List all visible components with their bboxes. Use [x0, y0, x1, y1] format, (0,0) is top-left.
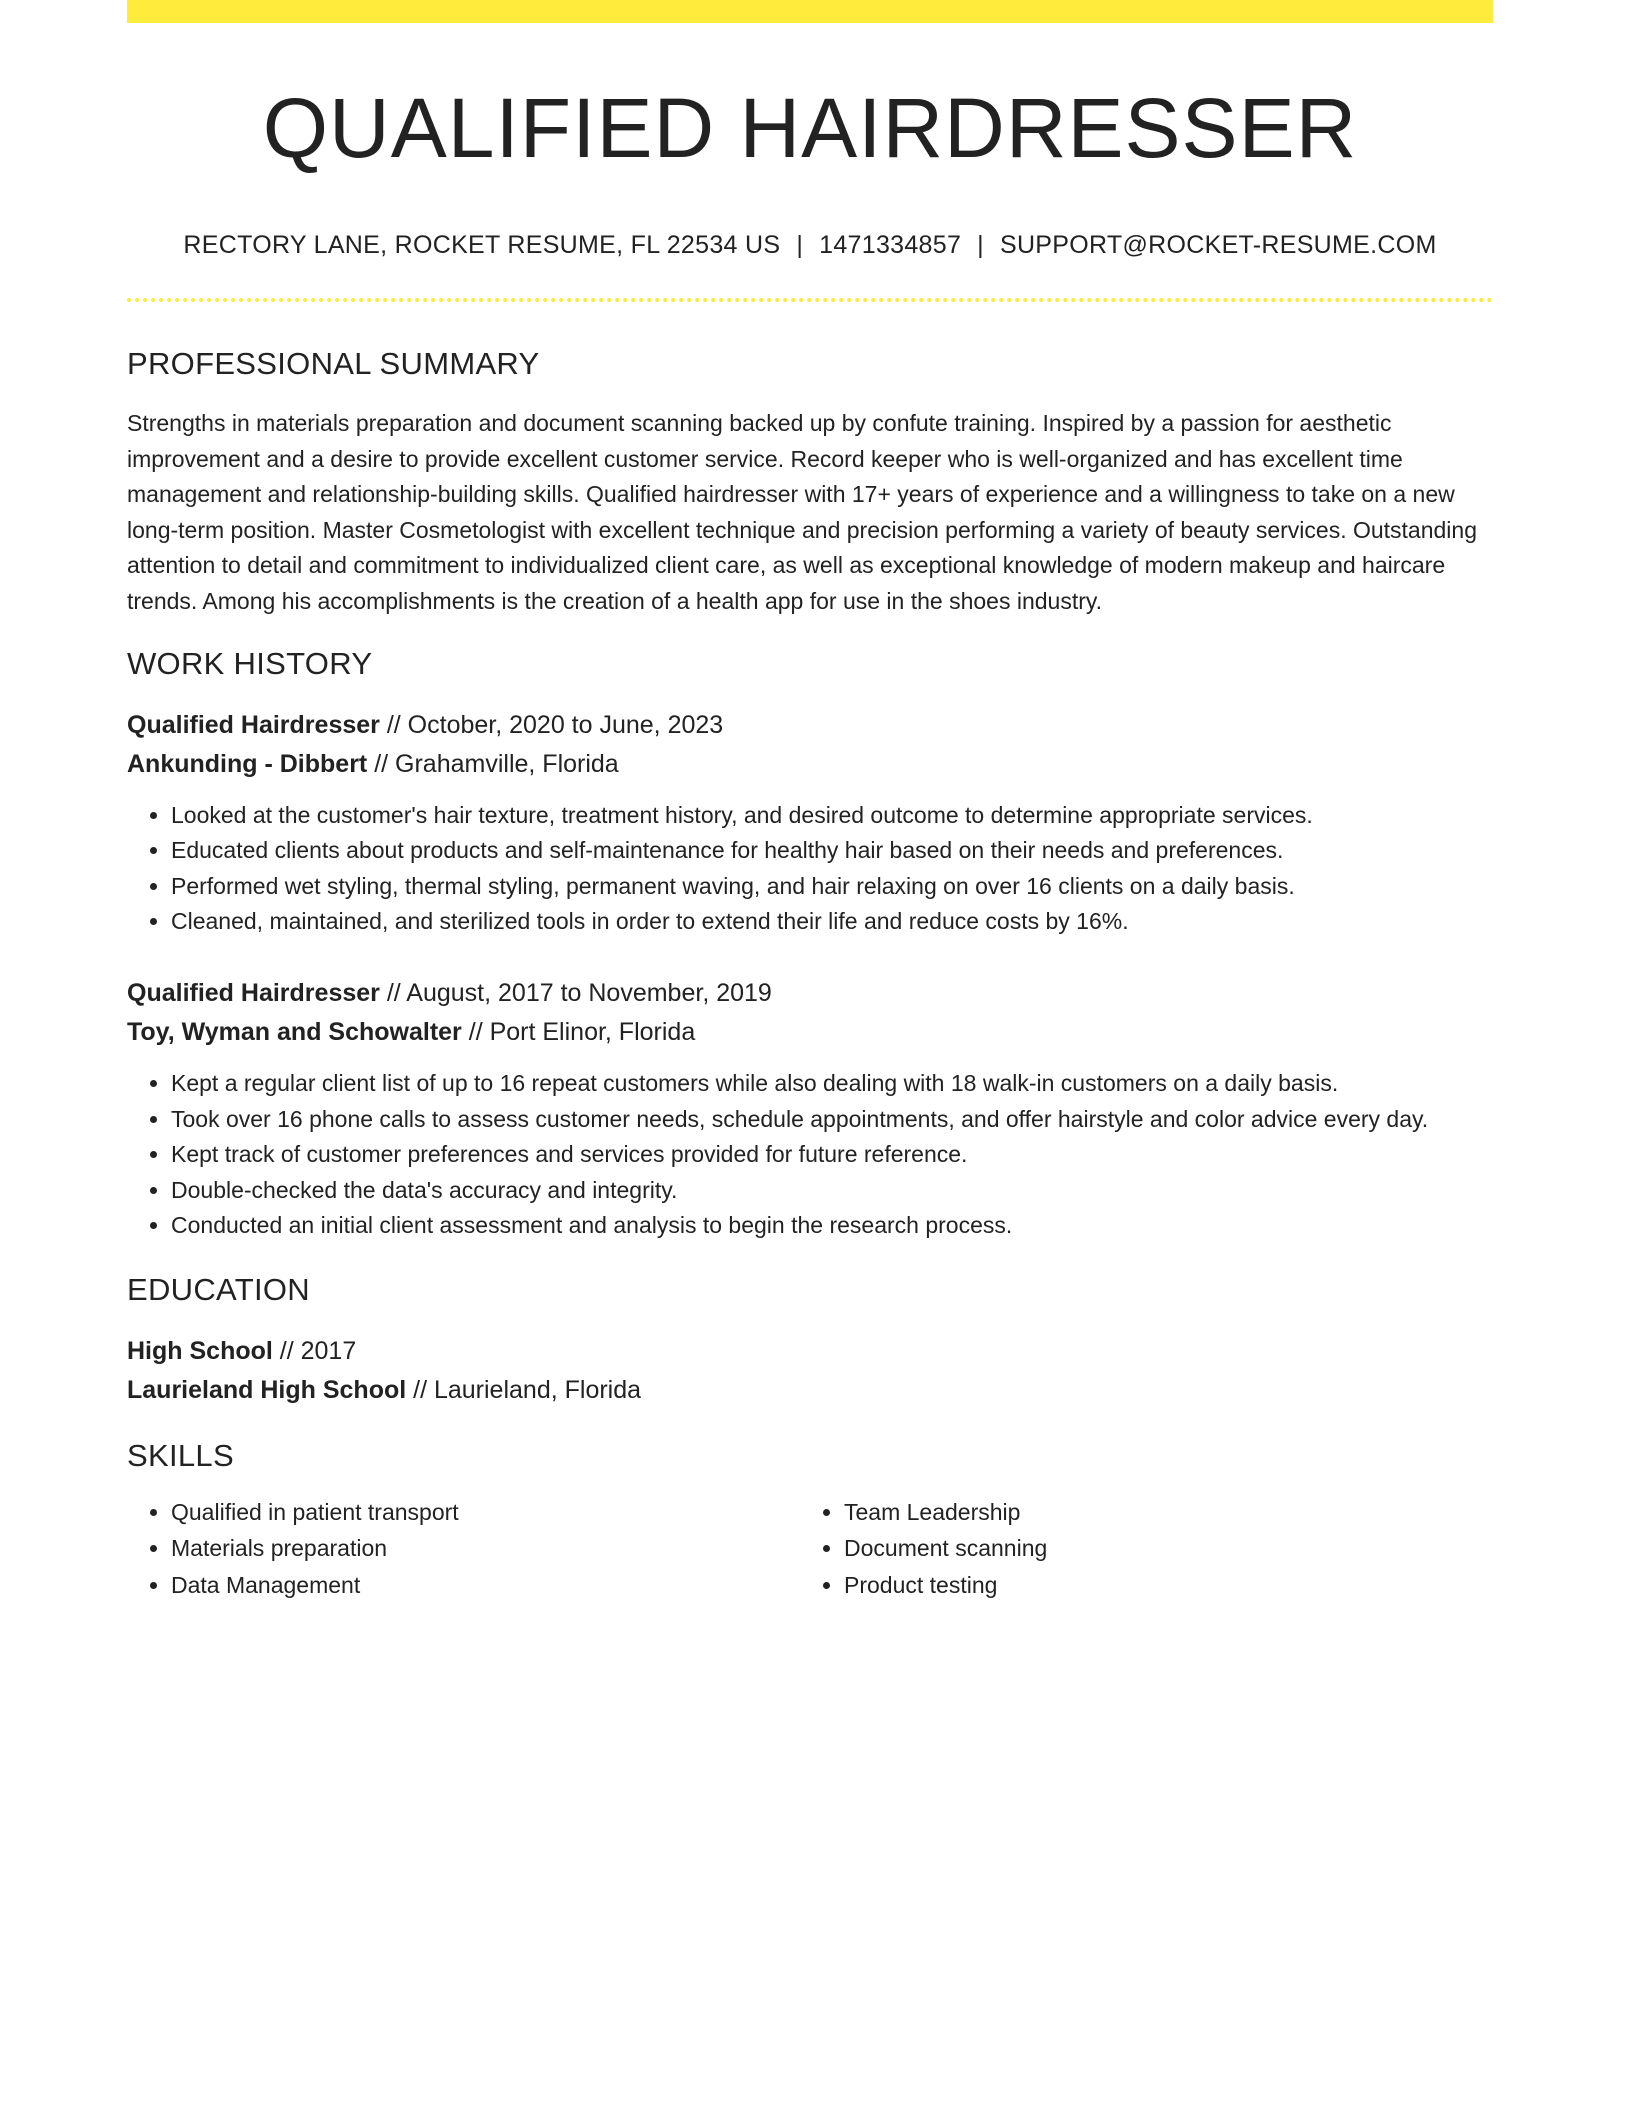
- contact-email[interactable]: SUPPORT@ROCKET-RESUME.COM: [999, 231, 1437, 259]
- skill-item: • Data Management: [171, 1567, 800, 1604]
- skills-heading: SKILLS: [127, 1437, 234, 1473]
- job-company-line: [127, 1013, 1493, 1052]
- education-school-line: [127, 1371, 1493, 1410]
- job-bullet: • Took over 16 phone calls to assess customer needs, schedule appointments, and offer hairstyle and color advice every day.: [171, 1102, 1493, 1138]
- education-entry: [127, 1332, 1493, 1410]
- job-bullet: • Performed wet styling, thermal styling, permanent waving, and hair relaxing on over 16 clients on a daily basis.: [171, 869, 1493, 905]
- job-bullet: • Educated clients about products and self-maintenance for healthy hair based on their needs and preferences.: [171, 833, 1493, 869]
- job-location: // Port Elinor, Florida: [461, 1017, 696, 1046]
- contact-phone: 1471334857: [819, 231, 962, 259]
- job-bullet: • Kept track of customer preferences and services provided for future reference.: [171, 1137, 1493, 1173]
- skill-item: • Team Leadership: [844, 1494, 1473, 1531]
- job-dates: // October, 2020 to June, 2023: [379, 710, 724, 739]
- education-year: // 2017: [272, 1336, 357, 1365]
- summary-text: Strengths in materials preparation and document scanning backed up by confute training. Inspired by a passion for aesthetic improvement and a desire to provide excellent customer service. Record keeper who is well-organized and has excellent time management and relationship-building skills. Qualified hairdresser with 17+ years of experience and a willingness to take on a new long-term position. Master Cosmetologist with excellent technique and precision performing a variety of beauty services. Outstanding attention to detail and commitment to individualized client care, as well as exceptional knowledge of modern makeup and haircare trends. Among his accomplishments is the creation of a health app for use in the shoes industry.: [127, 410, 1478, 614]
- job-role: Qualified Hairdresser: [127, 710, 380, 739]
- resume-name: QUALIFIED HAIRDRESSER: [262, 81, 1358, 175]
- job-title-line: [127, 706, 1493, 745]
- job-bullet: • Conducted an initial client assessment and analysis to begin the research process.: [171, 1208, 1493, 1244]
- job-bullet: • Cleaned, maintained, and sterilized tools in order to extend their life and reduce costs by 16%.: [171, 904, 1493, 940]
- job-company-line: [127, 745, 1493, 784]
- skill-item: • Qualified in patient transport: [171, 1494, 800, 1531]
- contact-address: RECTORY LANE, ROCKET RESUME, FL 22534 US: [183, 231, 781, 259]
- skill-item: • Product testing: [844, 1567, 1473, 1604]
- job-bullet: • Kept a regular client list of up to 16 repeat customers while also dealing with 18 walk-in customers on a daily basis.: [171, 1066, 1493, 1102]
- job-company: Toy, Wyman and Schowalter: [127, 1017, 462, 1046]
- job-bullets: [127, 798, 1493, 940]
- education-degree-line: [127, 1332, 1493, 1371]
- education-degree: High School: [127, 1336, 273, 1365]
- job-bullet: • Looked at the customer's hair texture, treatment history, and desired outcome to determine appropriate services.: [171, 798, 1493, 834]
- summary-heading: PROFESSIONAL SUMMARY: [127, 346, 540, 381]
- job-dates: // August, 2017 to November, 2019: [379, 978, 772, 1007]
- job-entry: [127, 706, 1493, 940]
- education-heading: EDUCATION: [127, 1271, 310, 1307]
- skill-item: • Materials preparation: [171, 1530, 800, 1567]
- contact-separator: |: [796, 231, 804, 259]
- work-history-heading: WORK HISTORY: [127, 645, 373, 681]
- skills-column-left: [127, 1494, 800, 1604]
- education-location: // Laurieland, Florida: [406, 1375, 642, 1404]
- skills-list: [127, 1494, 1493, 1604]
- dotted-divider: [127, 298, 1493, 302]
- education-school: Laurieland High School: [127, 1375, 407, 1404]
- job-location: // Grahamville, Florida: [367, 749, 619, 778]
- resume-content: [127, 0, 1493, 1603]
- contact-line: [127, 230, 1493, 260]
- job-entry: [127, 974, 1493, 1244]
- contact-separator: |: [977, 231, 984, 259]
- job-bullets: [127, 1066, 1493, 1244]
- job-title-line: [127, 974, 1493, 1013]
- skill-item: • Document scanning: [844, 1530, 1473, 1567]
- skills-column-right: [800, 1494, 1473, 1604]
- job-role: Qualified Hairdresser: [127, 978, 380, 1007]
- job-company: Ankunding - Dibbert: [127, 749, 368, 778]
- job-bullet: • Double-checked the data's accuracy and integrity.: [171, 1173, 1493, 1209]
